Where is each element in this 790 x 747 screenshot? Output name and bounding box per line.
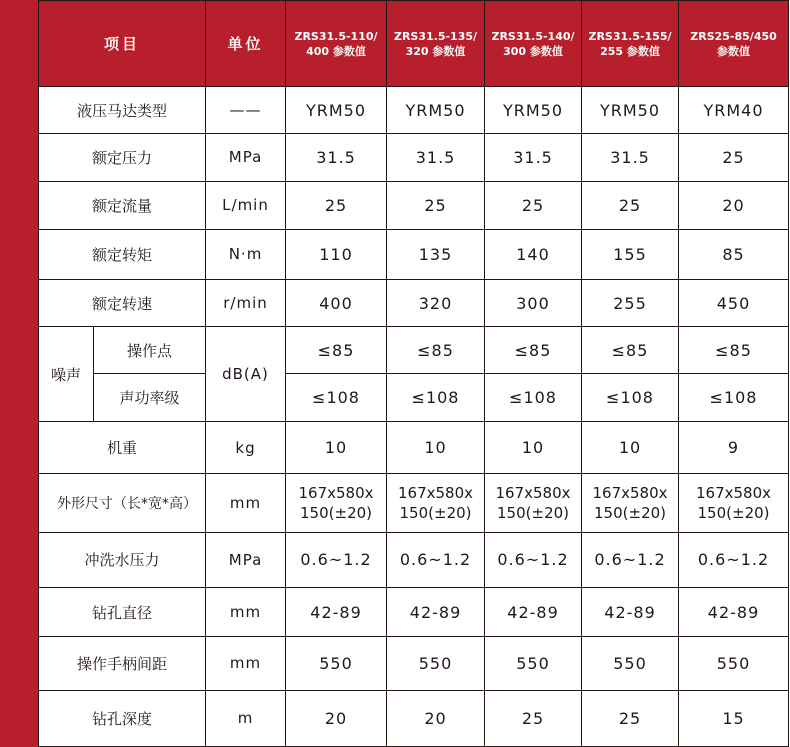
header-model-2: ZRS31.5-135/ 320 参数值 bbox=[387, 1, 485, 87]
row-rated-flow bbox=[39, 181, 789, 229]
value-cell: 255 bbox=[582, 280, 679, 327]
header-row bbox=[39, 1, 789, 87]
value-cell: 20 bbox=[387, 690, 485, 746]
row-label: 操作手柄间距 bbox=[39, 637, 206, 690]
header-model-3: ZRS31.5-140/ 300 参数值 bbox=[485, 1, 582, 87]
row-unit: MPa bbox=[206, 532, 286, 587]
value-cell: 550 bbox=[387, 637, 485, 690]
row-unit: mm bbox=[206, 637, 286, 690]
value-cell: 25 bbox=[387, 181, 485, 229]
row-label: 钻孔深度 bbox=[39, 690, 206, 746]
value-cell: 42-89 bbox=[286, 587, 387, 636]
value-cell: 167x580x 150(±20) bbox=[286, 474, 387, 532]
value-cell: 25 bbox=[485, 690, 582, 746]
row-unit: —— bbox=[206, 87, 286, 134]
value-cell: 155 bbox=[582, 229, 679, 279]
value-cell: ≤85 bbox=[679, 327, 789, 373]
value-cell: 31.5 bbox=[286, 134, 387, 181]
row-unit: MPa bbox=[206, 134, 286, 181]
value-cell: ≤85 bbox=[387, 327, 485, 373]
header-model-5: ZRS25-85/450 参数值 bbox=[679, 1, 789, 87]
value-cell: 450 bbox=[679, 280, 789, 327]
value-cell: 0.6~1.2 bbox=[387, 532, 485, 587]
value-cell: YRM50 bbox=[582, 87, 679, 134]
header-unit: 单位 bbox=[206, 1, 286, 87]
value-cell: 110 bbox=[286, 229, 387, 279]
value-cell: YRM50 bbox=[286, 87, 387, 134]
value-cell: YRM50 bbox=[485, 87, 582, 134]
value-cell: 140 bbox=[485, 229, 582, 279]
row-noise-operating-point bbox=[39, 327, 789, 373]
row-unit: mm bbox=[206, 474, 286, 532]
value-cell: 31.5 bbox=[387, 134, 485, 181]
value-cell: 31.5 bbox=[582, 134, 679, 181]
value-cell: ≤108 bbox=[485, 373, 582, 421]
noise-sub-label: 声功率级 bbox=[94, 373, 206, 421]
row-dimensions bbox=[39, 474, 789, 532]
header-model-1: ZRS31.5-110/ 400 参数值 bbox=[286, 1, 387, 87]
value-cell: 25 bbox=[582, 690, 679, 746]
row-bore-diameter bbox=[39, 587, 789, 636]
row-handle-spacing bbox=[39, 637, 789, 690]
header-item: 项目 bbox=[39, 1, 206, 87]
row-unit: m bbox=[206, 690, 286, 746]
left-red-sidebar bbox=[0, 0, 38, 747]
row-unit: r/min bbox=[206, 280, 286, 327]
row-label: 额定压力 bbox=[39, 134, 206, 181]
value-cell: ≤108 bbox=[679, 373, 789, 421]
value-cell: 42-89 bbox=[387, 587, 485, 636]
value-cell: ≤108 bbox=[387, 373, 485, 421]
spec-table bbox=[38, 0, 789, 747]
row-rated-speed bbox=[39, 280, 789, 327]
row-unit: kg bbox=[206, 421, 286, 473]
row-label: 液压马达类型 bbox=[39, 87, 206, 134]
value-cell: 400 bbox=[286, 280, 387, 327]
row-label: 外形尺寸（长*宽*高） bbox=[39, 474, 206, 532]
value-cell: 10 bbox=[582, 421, 679, 473]
value-cell: YRM50 bbox=[387, 87, 485, 134]
row-label: 额定转速 bbox=[39, 280, 206, 327]
value-cell: 550 bbox=[582, 637, 679, 690]
row-bore-depth bbox=[39, 690, 789, 746]
value-cell: 25 bbox=[582, 181, 679, 229]
value-cell: YRM40 bbox=[679, 87, 789, 134]
value-cell: 85 bbox=[679, 229, 789, 279]
value-cell: 10 bbox=[286, 421, 387, 473]
value-cell: 25 bbox=[679, 134, 789, 181]
value-cell: 167x580x 150(±20) bbox=[485, 474, 582, 532]
value-cell: 15 bbox=[679, 690, 789, 746]
row-weight bbox=[39, 421, 789, 473]
value-cell: 42-89 bbox=[485, 587, 582, 636]
value-cell: 20 bbox=[679, 181, 789, 229]
value-cell: 0.6~1.2 bbox=[679, 532, 789, 587]
value-cell: 550 bbox=[485, 637, 582, 690]
value-cell: 42-89 bbox=[582, 587, 679, 636]
value-cell: 10 bbox=[387, 421, 485, 473]
value-cell: 300 bbox=[485, 280, 582, 327]
row-unit: mm bbox=[206, 587, 286, 636]
row-unit: L/min bbox=[206, 181, 286, 229]
value-cell: 0.6~1.2 bbox=[582, 532, 679, 587]
row-label: 机重 bbox=[39, 421, 206, 473]
value-cell: ≤85 bbox=[485, 327, 582, 373]
row-label: 额定转矩 bbox=[39, 229, 206, 279]
value-cell: ≤108 bbox=[286, 373, 387, 421]
value-cell: ≤108 bbox=[582, 373, 679, 421]
value-cell: 320 bbox=[387, 280, 485, 327]
value-cell: 42-89 bbox=[679, 587, 789, 636]
row-flush-pressure bbox=[39, 532, 789, 587]
value-cell: 10 bbox=[485, 421, 582, 473]
row-motor-type bbox=[39, 87, 789, 134]
row-unit: N·m bbox=[206, 229, 286, 279]
noise-sub-label: 操作点 bbox=[94, 327, 206, 373]
value-cell: 167x580x 150(±20) bbox=[582, 474, 679, 532]
value-cell: 167x580x 150(±20) bbox=[387, 474, 485, 532]
row-label: 额定流量 bbox=[39, 181, 206, 229]
noise-group-label: 噪声 bbox=[39, 327, 94, 422]
value-cell: ≤85 bbox=[286, 327, 387, 373]
value-cell: 167x580x 150(±20) bbox=[679, 474, 789, 532]
value-cell: 9 bbox=[679, 421, 789, 473]
value-cell: 25 bbox=[286, 181, 387, 229]
row-rated-torque bbox=[39, 229, 789, 279]
value-cell: 550 bbox=[679, 637, 789, 690]
value-cell: ≤85 bbox=[582, 327, 679, 373]
red-side-bar bbox=[0, 0, 38, 747]
value-cell: 135 bbox=[387, 229, 485, 279]
value-cell: 0.6~1.2 bbox=[286, 532, 387, 587]
value-cell: 20 bbox=[286, 690, 387, 746]
value-cell: 0.6~1.2 bbox=[485, 532, 582, 587]
value-cell: 31.5 bbox=[485, 134, 582, 181]
row-label: 冲洗水压力 bbox=[39, 532, 206, 587]
value-cell: 25 bbox=[485, 181, 582, 229]
header-model-4: ZRS31.5-155/ 255 参数值 bbox=[582, 1, 679, 87]
value-cell: 550 bbox=[286, 637, 387, 690]
noise-unit: dB(A) bbox=[206, 327, 286, 422]
row-noise-sound-power bbox=[39, 373, 789, 421]
row-label: 钻孔直径 bbox=[39, 587, 206, 636]
row-rated-pressure bbox=[39, 134, 789, 181]
